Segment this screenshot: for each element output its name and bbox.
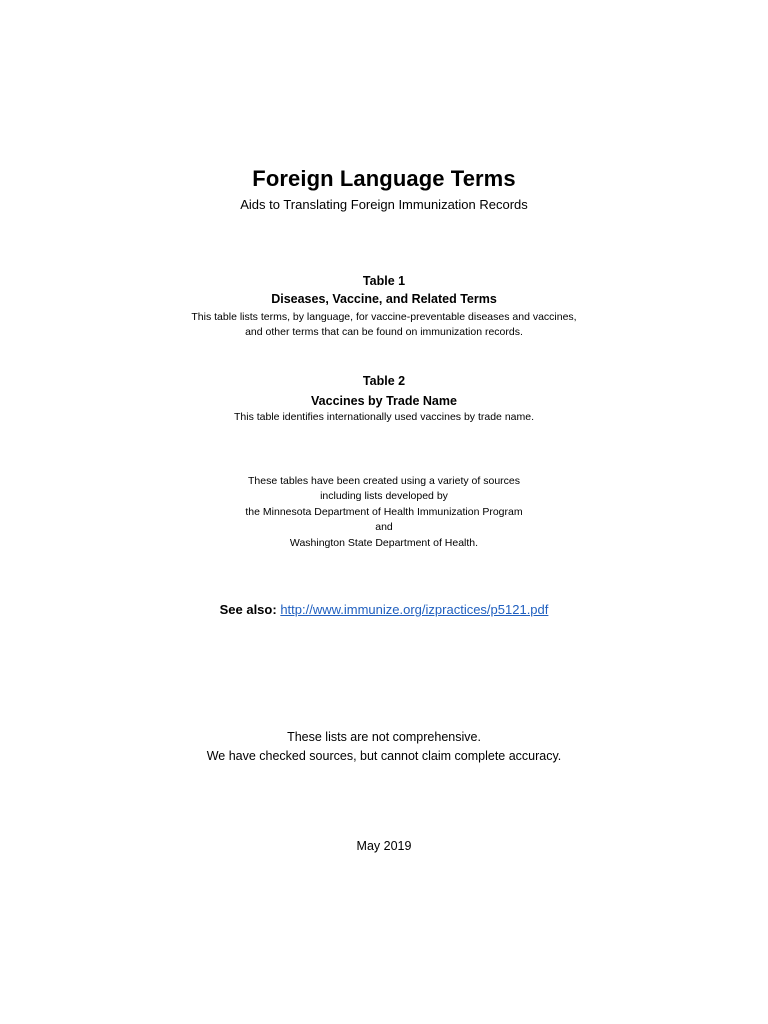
sources-line: Washington State Department of Health. bbox=[289, 537, 479, 549]
table1-description-line: and other terms that can be found on immunization records. bbox=[245, 326, 523, 338]
document-date: May 2019 bbox=[356, 839, 412, 853]
table1-label: Table 1 bbox=[362, 274, 406, 288]
sources-line: These tables have been created using a variety of sources bbox=[248, 475, 520, 487]
disclaimer-line: These lists are not comprehensive. bbox=[287, 730, 481, 744]
table1-heading: Diseases, Vaccine, and Related Terms bbox=[271, 292, 497, 306]
table2-heading: Vaccines by Trade Name bbox=[311, 394, 457, 408]
table2-label: Table 2 bbox=[362, 374, 406, 388]
sources-line: the Minnesota Department of Health Immunization Program bbox=[245, 506, 523, 518]
table1-description-line: This table lists terms, by language, for vaccine-preventable diseases and vaccines, bbox=[191, 311, 577, 323]
page-title: Foreign Language Terms bbox=[252, 166, 516, 191]
page-subtitle: Aids to Translating Foreign Immunization Records bbox=[240, 197, 528, 212]
table2-description-line: This table identifies internationally used vaccines by trade name. bbox=[234, 411, 534, 423]
see-also-label: See also: bbox=[219, 602, 277, 617]
sources-line: including lists developed by bbox=[320, 490, 448, 502]
disclaimer-line: We have checked sources, but cannot claim complete accuracy. bbox=[206, 749, 562, 763]
see-also bbox=[0, 602, 768, 617]
sources-line: and bbox=[375, 521, 393, 533]
see-also-link[interactable]: http://www.immunize.org/izpractices/p5121.pdf bbox=[280, 602, 549, 617]
